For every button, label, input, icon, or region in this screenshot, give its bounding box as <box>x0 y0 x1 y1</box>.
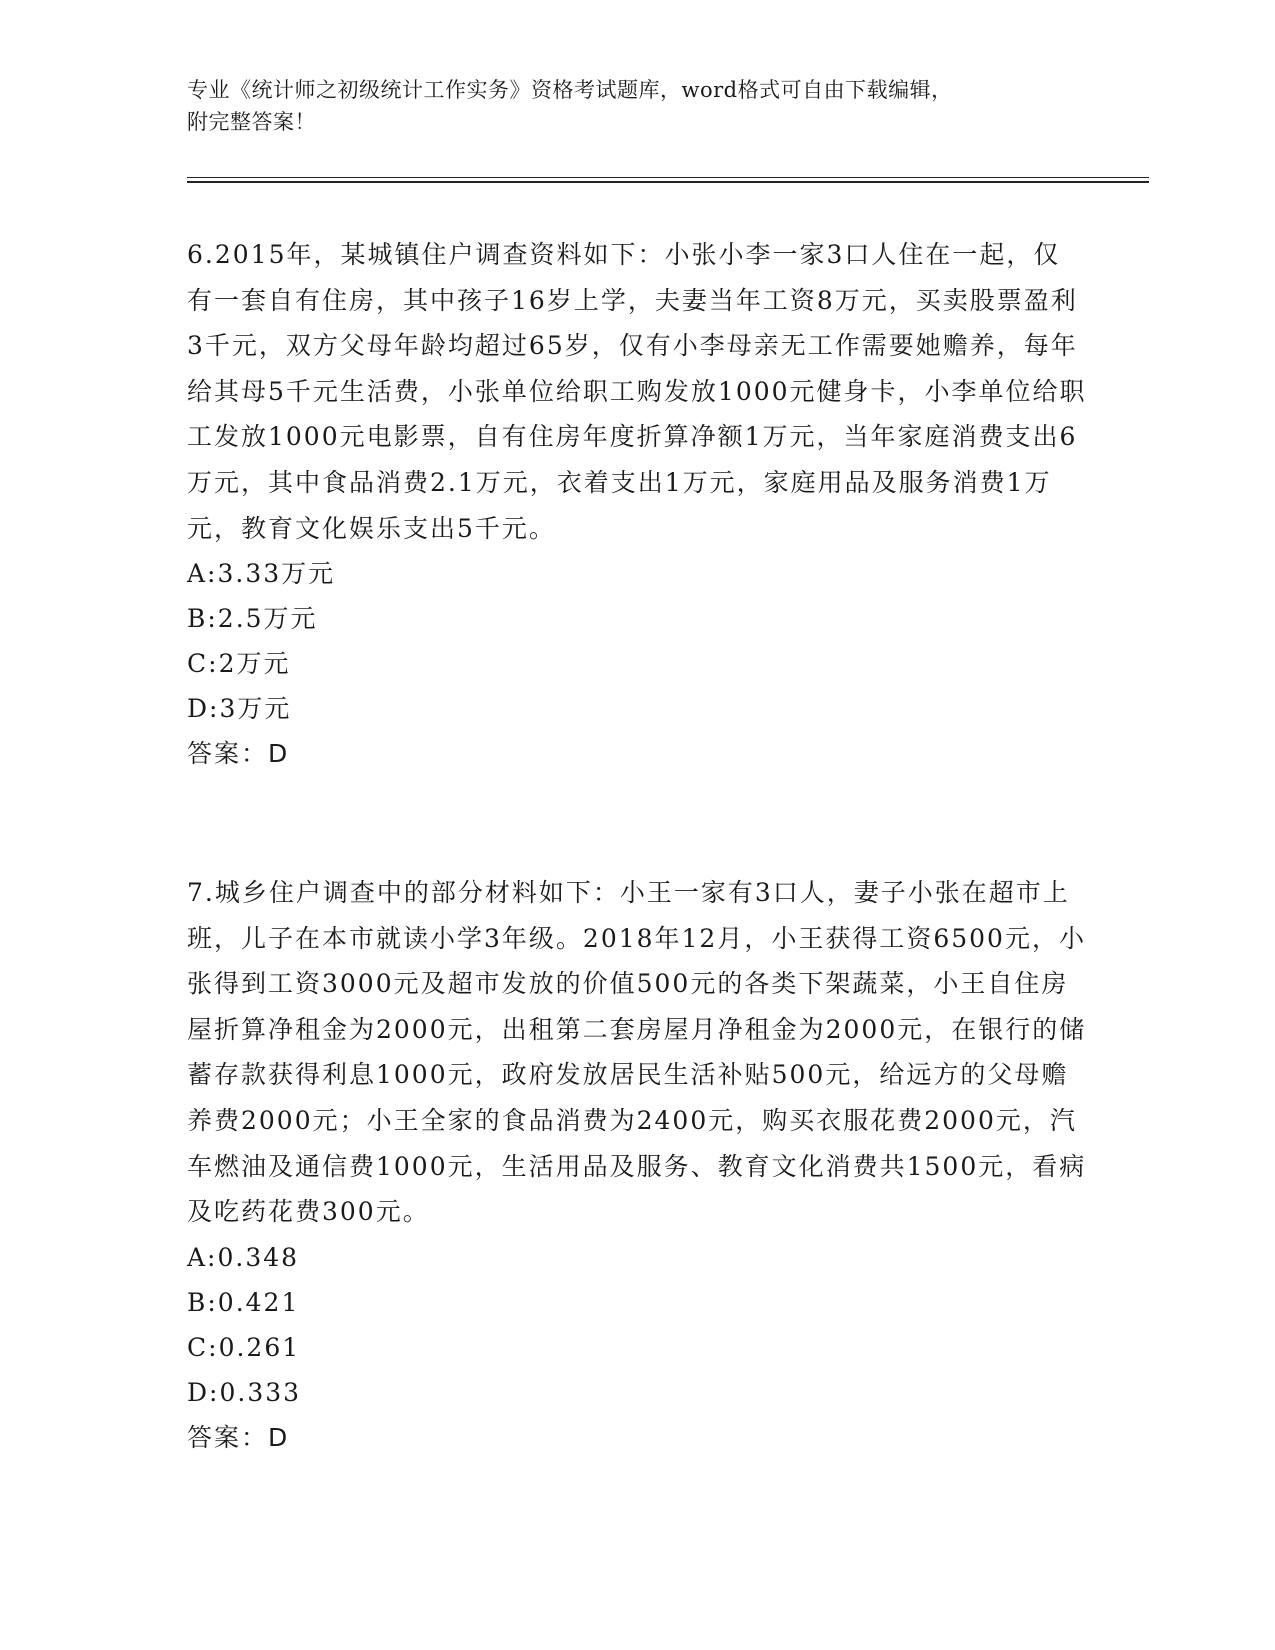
option-value: 0.333 <box>219 1377 302 1407</box>
header-line-2: 附完整答案！ <box>187 110 316 134</box>
option-letter: C: <box>187 649 219 679</box>
option-d <box>187 686 1087 731</box>
option-value: 3.33万元 <box>217 559 336 589</box>
option-letter: A: <box>187 1242 218 1272</box>
header-rule-thick <box>187 181 1149 183</box>
answer-line: 答案：D <box>187 1422 290 1452</box>
option-letter: B: <box>187 604 218 634</box>
header-line-1: 专业《统计师之初级统计工作实务》资格考试题库，word格式可自由下载编辑， <box>187 78 953 102</box>
option-a <box>187 551 1087 596</box>
option-d <box>187 1370 1087 1415</box>
document-header <box>187 74 1067 138</box>
option-a <box>187 1235 1087 1280</box>
option-list <box>187 551 1087 731</box>
option-letter: C: <box>187 1332 219 1362</box>
option-value: 0.261 <box>218 1332 301 1362</box>
option-value: 0.348 <box>217 1242 300 1272</box>
option-letter: B: <box>187 1287 218 1317</box>
answer-line: 答案：D <box>187 739 290 769</box>
option-value: 0.421 <box>217 1287 300 1317</box>
option-b <box>187 596 1087 641</box>
header-rule-thin <box>187 177 1149 178</box>
question-7 <box>187 870 1087 1460</box>
option-c <box>187 641 1087 686</box>
question-text: 6.2015年，某城镇住户调查资料如下：小张小李一家3口人住在一起，仅有一套自有住房，其中孩子16岁上学，夫妻当年工资8万元，买卖股票盈利3千元，双方父母年龄均超过65岁，仅有小李母亲无工作需要她赡养，每年给其母5千元生活费，小张单位给职工购发放1000元健身卡，小李单位给职工发放1000元电影票，自有住房年度折算净额1万元，当年家庭消费支出6万元，其中食品消费2.1万元，衣着支出1万元，家庭用品及服务消费1万元，教育文化娱乐支出5千元。 <box>187 240 1087 543</box>
option-value: 2.5万元 <box>217 604 318 634</box>
question-6 <box>187 232 1087 776</box>
option-value: 3万元 <box>219 694 292 724</box>
option-b <box>187 1280 1087 1325</box>
option-value: 2万元 <box>218 649 291 679</box>
option-c <box>187 1325 1087 1370</box>
option-letter: D: <box>187 1377 220 1407</box>
option-letter: A: <box>187 559 218 589</box>
option-letter: D: <box>187 694 220 724</box>
option-list <box>187 1235 1087 1415</box>
question-text: 7.城乡住户调查中的部分材料如下：小王一家有3口人，妻子小张在超市上班，儿子在本市就读小学3年级。2018年12月，小王获得工资6500元，小张得到工资3000元及超市发放的价值500元的各类下架蔬菜，小王自住房屋折算净租金为2000元，出租第二套房屋月净租金为2000元，在银行的储蓄存款获得利息1000元，政府发放居民生活补贴500元，给远方的父母赡养费2000元；小王全家的食品消费为2400元，购买衣服花费2000元，汽车燃油及通信费1000元，生活用品及服务、教育文化消费共1500元，看病及吃药花费300元。 <box>187 878 1087 1227</box>
